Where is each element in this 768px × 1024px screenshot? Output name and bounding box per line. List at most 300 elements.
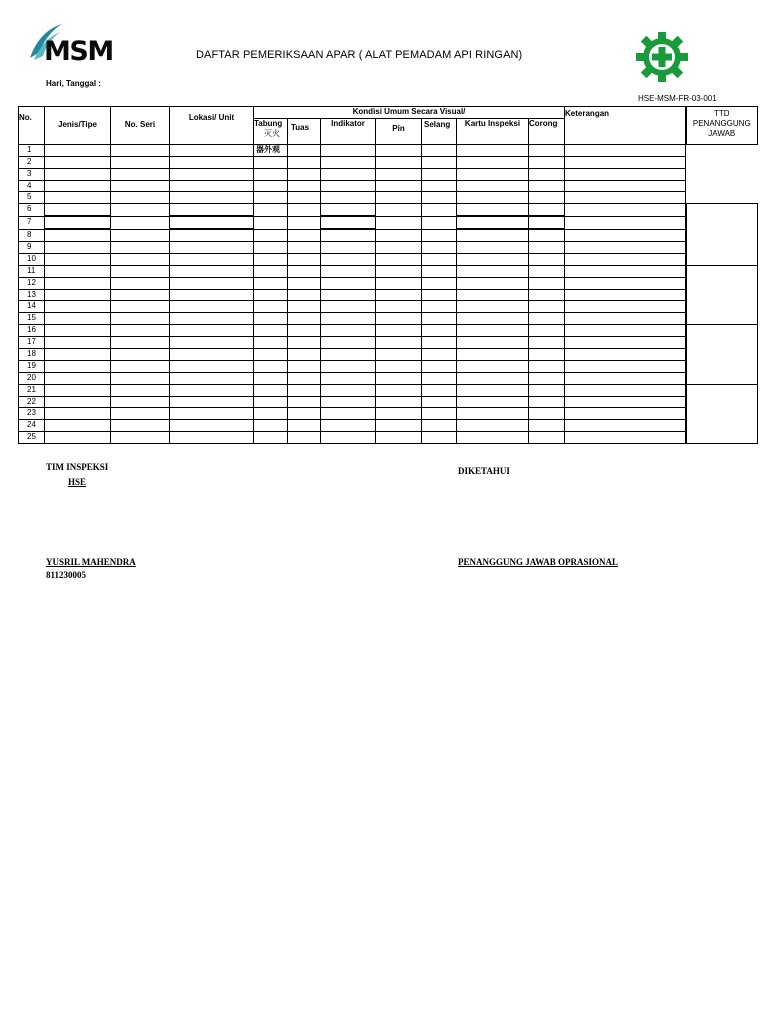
table-cell[interactable] bbox=[565, 337, 686, 349]
table-cell[interactable] bbox=[288, 301, 321, 313]
table-cell[interactable] bbox=[529, 204, 565, 216]
table-cell[interactable] bbox=[457, 360, 529, 372]
table-cell[interactable] bbox=[422, 265, 457, 277]
table-cell[interactable] bbox=[376, 396, 422, 408]
table-cell[interactable] bbox=[422, 313, 457, 325]
table-cell[interactable] bbox=[170, 301, 254, 313]
table-cell[interactable] bbox=[565, 420, 686, 432]
table-cell[interactable] bbox=[170, 313, 254, 325]
table-cell[interactable] bbox=[45, 156, 111, 168]
table-cell[interactable] bbox=[254, 204, 288, 216]
table-cell[interactable] bbox=[529, 432, 565, 444]
table-cell[interactable] bbox=[321, 384, 376, 396]
table-cell[interactable] bbox=[457, 432, 529, 444]
table-cell[interactable] bbox=[254, 180, 288, 192]
table-cell[interactable] bbox=[457, 229, 529, 241]
table-cell[interactable] bbox=[170, 337, 254, 349]
table-cell[interactable] bbox=[457, 372, 529, 384]
table-cell[interactable] bbox=[376, 204, 422, 216]
table-cell[interactable] bbox=[288, 384, 321, 396]
table-cell[interactable] bbox=[422, 408, 457, 420]
table-cell[interactable] bbox=[321, 372, 376, 384]
table-cell[interactable] bbox=[45, 204, 111, 216]
table-cell[interactable] bbox=[457, 313, 529, 325]
table-cell[interactable] bbox=[321, 156, 376, 168]
table-cell[interactable] bbox=[457, 420, 529, 432]
table-cell[interactable] bbox=[45, 420, 111, 432]
table-cell[interactable] bbox=[45, 253, 111, 265]
table-cell[interactable] bbox=[111, 349, 170, 361]
table-cell[interactable] bbox=[111, 144, 170, 156]
table-cell[interactable] bbox=[288, 432, 321, 444]
table-cell[interactable] bbox=[529, 384, 565, 396]
header-tuas: Tuas bbox=[288, 118, 321, 144]
table-cell[interactable] bbox=[45, 349, 111, 361]
table-cell[interactable] bbox=[45, 337, 111, 349]
table-cell[interactable] bbox=[111, 396, 170, 408]
table-cell[interactable] bbox=[422, 349, 457, 361]
table-cell[interactable] bbox=[111, 156, 170, 168]
table-row bbox=[19, 337, 758, 349]
table-cell[interactable] bbox=[45, 384, 111, 396]
table-cell[interactable] bbox=[170, 144, 254, 156]
table-cell[interactable] bbox=[321, 337, 376, 349]
table-cell[interactable] bbox=[529, 242, 565, 254]
table-cell[interactable] bbox=[321, 229, 376, 241]
table-cell[interactable] bbox=[111, 360, 170, 372]
table-cell[interactable] bbox=[254, 216, 288, 229]
table-cell[interactable] bbox=[422, 204, 457, 216]
table-cell[interactable] bbox=[565, 277, 686, 289]
table-cell[interactable] bbox=[170, 204, 254, 216]
table-cell[interactable] bbox=[321, 408, 376, 420]
table-cell[interactable] bbox=[457, 384, 529, 396]
table-cell[interactable] bbox=[45, 325, 111, 337]
table-cell[interactable] bbox=[422, 156, 457, 168]
table-cell[interactable] bbox=[529, 168, 565, 180]
row-number: 17 bbox=[19, 337, 45, 349]
table-cell[interactable] bbox=[376, 337, 422, 349]
table-cell[interactable] bbox=[111, 265, 170, 277]
table-cell[interactable] bbox=[254, 349, 288, 361]
table-cell[interactable] bbox=[422, 168, 457, 180]
penanggung-label: PENANGGUNG bbox=[692, 119, 751, 128]
table-cell[interactable] bbox=[254, 372, 288, 384]
table-cell[interactable] bbox=[529, 349, 565, 361]
table-cell[interactable] bbox=[170, 289, 254, 301]
table-cell[interactable] bbox=[529, 337, 565, 349]
signature-cell[interactable] bbox=[686, 384, 758, 443]
table-cell[interactable] bbox=[254, 253, 288, 265]
table-cell[interactable] bbox=[254, 432, 288, 444]
row-number: 18 bbox=[19, 349, 45, 361]
table-cell[interactable] bbox=[288, 337, 321, 349]
table-cell[interactable] bbox=[111, 408, 170, 420]
table-cell[interactable] bbox=[565, 360, 686, 372]
table-cell[interactable] bbox=[170, 180, 254, 192]
table-cell[interactable] bbox=[111, 242, 170, 254]
table-cell[interactable] bbox=[565, 156, 686, 168]
table-cell[interactable] bbox=[45, 289, 111, 301]
header-no: No. bbox=[19, 107, 45, 145]
signature-cell[interactable] bbox=[686, 265, 758, 324]
table-cell[interactable] bbox=[45, 229, 111, 241]
table-cell[interactable] bbox=[254, 277, 288, 289]
table-cell[interactable] bbox=[288, 204, 321, 216]
table-cell[interactable] bbox=[170, 349, 254, 361]
gear-cross-icon bbox=[633, 32, 691, 82]
table-cell[interactable] bbox=[529, 229, 565, 241]
table-cell[interactable] bbox=[457, 396, 529, 408]
table-cell[interactable] bbox=[321, 420, 376, 432]
table-cell[interactable] bbox=[45, 313, 111, 325]
table-cell[interactable] bbox=[376, 277, 422, 289]
table-cell[interactable] bbox=[111, 384, 170, 396]
table-cell[interactable] bbox=[288, 216, 321, 229]
table-cell[interactable] bbox=[288, 349, 321, 361]
table-cell[interactable] bbox=[170, 372, 254, 384]
table-cell[interactable] bbox=[111, 337, 170, 349]
table-cell[interactable] bbox=[170, 325, 254, 337]
table-cell[interactable] bbox=[170, 192, 254, 204]
table-cell[interactable] bbox=[321, 242, 376, 254]
table-cell[interactable] bbox=[288, 242, 321, 254]
table-cell[interactable] bbox=[457, 204, 529, 216]
table-cell[interactable] bbox=[170, 384, 254, 396]
table-cell[interactable] bbox=[422, 372, 457, 384]
table-cell[interactable] bbox=[254, 229, 288, 241]
table-cell[interactable] bbox=[170, 396, 254, 408]
table-cell[interactable] bbox=[376, 265, 422, 277]
table-cell[interactable] bbox=[376, 229, 422, 241]
table-cell[interactable] bbox=[422, 277, 457, 289]
table-cell[interactable] bbox=[376, 301, 422, 313]
table-cell[interactable] bbox=[565, 253, 686, 265]
table-cell[interactable] bbox=[376, 289, 422, 301]
table-cell[interactable] bbox=[565, 349, 686, 361]
table-cell[interactable] bbox=[529, 360, 565, 372]
table-cell[interactable] bbox=[288, 144, 321, 156]
table-cell[interactable] bbox=[529, 325, 565, 337]
table-cell[interactable] bbox=[288, 396, 321, 408]
table-cell[interactable] bbox=[529, 301, 565, 313]
table-cell[interactable] bbox=[170, 216, 254, 229]
table-cell[interactable] bbox=[422, 180, 457, 192]
diketahui-label: DIKETAHUI bbox=[458, 466, 510, 476]
table-cell[interactable] bbox=[170, 242, 254, 254]
table-cell[interactable] bbox=[376, 253, 422, 265]
table-cell[interactable] bbox=[321, 180, 376, 192]
table-cell[interactable] bbox=[422, 325, 457, 337]
table-cell[interactable] bbox=[254, 360, 288, 372]
table-cell[interactable] bbox=[565, 289, 686, 301]
table-cell[interactable] bbox=[111, 192, 170, 204]
table-cell[interactable] bbox=[376, 192, 422, 204]
table-cell[interactable] bbox=[170, 229, 254, 241]
table-cell[interactable] bbox=[170, 277, 254, 289]
table-cell[interactable] bbox=[321, 313, 376, 325]
table-cell[interactable] bbox=[376, 168, 422, 180]
table-cell[interactable] bbox=[321, 253, 376, 265]
table-cell[interactable] bbox=[45, 432, 111, 444]
table-cell[interactable] bbox=[111, 277, 170, 289]
table-cell[interactable] bbox=[45, 192, 111, 204]
table-cell[interactable] bbox=[254, 289, 288, 301]
table-cell[interactable] bbox=[457, 192, 529, 204]
table-cell[interactable] bbox=[529, 216, 565, 229]
table-cell[interactable] bbox=[321, 396, 376, 408]
table-cell[interactable] bbox=[288, 180, 321, 192]
table-cell[interactable] bbox=[288, 229, 321, 241]
table-cell[interactable] bbox=[321, 204, 376, 216]
table-cell[interactable] bbox=[288, 168, 321, 180]
table-cell[interactable] bbox=[565, 242, 686, 254]
table-cell[interactable] bbox=[321, 168, 376, 180]
table-cell[interactable] bbox=[254, 420, 288, 432]
table-cell[interactable] bbox=[565, 192, 686, 204]
table-row bbox=[19, 168, 758, 180]
signature-cell[interactable] bbox=[686, 325, 758, 384]
inspector-name: YUSRIL MAHENDRA bbox=[46, 557, 136, 567]
table-cell[interactable] bbox=[529, 372, 565, 384]
table-cell[interactable] bbox=[45, 144, 111, 156]
table-cell[interactable] bbox=[422, 192, 457, 204]
table-cell[interactable] bbox=[111, 301, 170, 313]
table-cell[interactable] bbox=[529, 408, 565, 420]
table-cell[interactable] bbox=[111, 253, 170, 265]
table-cell[interactable] bbox=[529, 180, 565, 192]
table-cell[interactable] bbox=[170, 420, 254, 432]
row-number: 4 bbox=[19, 180, 45, 192]
table-cell[interactable] bbox=[254, 384, 288, 396]
table-cell[interactable] bbox=[422, 420, 457, 432]
table-cell[interactable] bbox=[376, 408, 422, 420]
table-cell[interactable] bbox=[376, 372, 422, 384]
table-cell[interactable] bbox=[457, 349, 529, 361]
table-cell[interactable] bbox=[45, 372, 111, 384]
table-cell[interactable] bbox=[254, 265, 288, 277]
table-cell[interactable] bbox=[565, 216, 686, 229]
table-cell[interactable] bbox=[376, 420, 422, 432]
table-cell[interactable] bbox=[321, 301, 376, 313]
table-cell[interactable] bbox=[321, 144, 376, 156]
table-cell[interactable] bbox=[321, 277, 376, 289]
table-cell[interactable] bbox=[45, 265, 111, 277]
table-cell[interactable] bbox=[529, 192, 565, 204]
table-row bbox=[19, 192, 758, 204]
table-cell[interactable] bbox=[254, 301, 288, 313]
table-cell[interactable] bbox=[254, 242, 288, 254]
table-cell[interactable] bbox=[170, 156, 254, 168]
table-cell[interactable] bbox=[254, 408, 288, 420]
table-cell[interactable] bbox=[457, 168, 529, 180]
table-cell[interactable] bbox=[565, 301, 686, 313]
table-cell[interactable] bbox=[170, 432, 254, 444]
table-cell[interactable] bbox=[565, 313, 686, 325]
table-cell[interactable] bbox=[457, 253, 529, 265]
table-cell[interactable] bbox=[170, 168, 254, 180]
table-cell[interactable] bbox=[376, 325, 422, 337]
header-corong: Corong bbox=[529, 118, 565, 144]
table-cell[interactable] bbox=[170, 408, 254, 420]
table-cell[interactable] bbox=[376, 349, 422, 361]
table-cell[interactable] bbox=[422, 242, 457, 254]
table-cell[interactable] bbox=[376, 360, 422, 372]
table-cell[interactable] bbox=[288, 192, 321, 204]
table-cell[interactable] bbox=[565, 265, 686, 277]
table-cell[interactable] bbox=[565, 432, 686, 444]
table-row bbox=[19, 325, 758, 337]
tabung-cn-2-cell[interactable]: 器外观 bbox=[254, 144, 288, 156]
table-cell[interactable] bbox=[565, 325, 686, 337]
table-cell[interactable] bbox=[529, 420, 565, 432]
table-cell[interactable] bbox=[45, 396, 111, 408]
table-cell[interactable] bbox=[45, 277, 111, 289]
table-cell[interactable] bbox=[288, 325, 321, 337]
table-cell[interactable] bbox=[288, 360, 321, 372]
table-cell[interactable] bbox=[254, 325, 288, 337]
table-cell[interactable] bbox=[457, 277, 529, 289]
table-cell[interactable] bbox=[376, 180, 422, 192]
table-cell[interactable] bbox=[111, 180, 170, 192]
table-cell[interactable] bbox=[45, 180, 111, 192]
table-cell[interactable] bbox=[288, 277, 321, 289]
table-cell[interactable] bbox=[111, 372, 170, 384]
table-cell[interactable] bbox=[45, 301, 111, 313]
table-cell[interactable] bbox=[457, 216, 529, 229]
table-cell[interactable] bbox=[565, 396, 686, 408]
table-cell[interactable] bbox=[111, 168, 170, 180]
table-cell[interactable] bbox=[565, 168, 686, 180]
table-cell[interactable] bbox=[422, 253, 457, 265]
table-cell[interactable] bbox=[288, 289, 321, 301]
table-cell[interactable] bbox=[111, 216, 170, 229]
table-cell[interactable] bbox=[422, 289, 457, 301]
table-cell[interactable] bbox=[111, 229, 170, 241]
table-cell[interactable] bbox=[111, 432, 170, 444]
table-cell[interactable] bbox=[422, 384, 457, 396]
table-cell[interactable] bbox=[529, 289, 565, 301]
table-cell[interactable] bbox=[45, 242, 111, 254]
table-cell[interactable] bbox=[376, 156, 422, 168]
table-cell[interactable] bbox=[422, 229, 457, 241]
table-cell[interactable] bbox=[111, 420, 170, 432]
header-keterangan: Keterangan bbox=[565, 107, 686, 145]
table-cell[interactable] bbox=[321, 265, 376, 277]
table-cell[interactable] bbox=[422, 337, 457, 349]
table-cell[interactable] bbox=[321, 432, 376, 444]
table-row bbox=[19, 432, 758, 444]
table-cell[interactable] bbox=[288, 372, 321, 384]
table-cell[interactable] bbox=[288, 420, 321, 432]
table-cell[interactable] bbox=[457, 301, 529, 313]
row-number: 3 bbox=[19, 168, 45, 180]
table-cell[interactable] bbox=[321, 349, 376, 361]
table-cell[interactable] bbox=[422, 216, 457, 229]
table-cell[interactable] bbox=[565, 408, 686, 420]
table-cell[interactable] bbox=[254, 337, 288, 349]
table-cell[interactable] bbox=[457, 265, 529, 277]
table-cell[interactable] bbox=[422, 144, 457, 156]
table-cell[interactable] bbox=[529, 265, 565, 277]
table-cell[interactable] bbox=[422, 432, 457, 444]
table-cell[interactable] bbox=[529, 253, 565, 265]
table-cell[interactable] bbox=[288, 253, 321, 265]
table-cell[interactable] bbox=[422, 301, 457, 313]
table-cell[interactable] bbox=[457, 180, 529, 192]
table-cell[interactable] bbox=[457, 156, 529, 168]
table-cell[interactable] bbox=[529, 144, 565, 156]
table-cell[interactable] bbox=[111, 204, 170, 216]
table-cell[interactable] bbox=[457, 144, 529, 156]
table-cell[interactable] bbox=[288, 265, 321, 277]
table-cell[interactable] bbox=[45, 216, 111, 229]
table-cell[interactable] bbox=[457, 289, 529, 301]
table-cell[interactable] bbox=[321, 325, 376, 337]
table-cell[interactable] bbox=[376, 242, 422, 254]
table-cell[interactable] bbox=[321, 360, 376, 372]
table-cell[interactable] bbox=[254, 396, 288, 408]
table-cell[interactable] bbox=[288, 156, 321, 168]
table-cell[interactable] bbox=[529, 277, 565, 289]
signature-cell[interactable] bbox=[686, 204, 758, 265]
table-cell[interactable] bbox=[45, 168, 111, 180]
table-cell[interactable] bbox=[422, 396, 457, 408]
table-cell[interactable] bbox=[529, 156, 565, 168]
table-cell[interactable] bbox=[111, 313, 170, 325]
table-cell[interactable] bbox=[529, 396, 565, 408]
table-cell[interactable] bbox=[45, 360, 111, 372]
table-cell[interactable] bbox=[111, 289, 170, 301]
table-cell[interactable] bbox=[321, 192, 376, 204]
table-cell[interactable] bbox=[565, 229, 686, 241]
table-cell[interactable] bbox=[254, 168, 288, 180]
table-cell[interactable] bbox=[254, 313, 288, 325]
table-row bbox=[19, 180, 758, 192]
table-cell[interactable] bbox=[254, 156, 288, 168]
row-number: 10 bbox=[19, 253, 45, 265]
table-cell[interactable] bbox=[288, 408, 321, 420]
table-cell[interactable] bbox=[376, 432, 422, 444]
document-title: DAFTAR PEMERIKSAAN APAR ( ALAT PEMADAM API RINGAN) bbox=[196, 49, 523, 61]
table-cell[interactable] bbox=[457, 325, 529, 337]
table-cell[interactable] bbox=[565, 372, 686, 384]
table-cell[interactable] bbox=[170, 265, 254, 277]
table-cell[interactable] bbox=[565, 180, 686, 192]
table-cell[interactable] bbox=[376, 144, 422, 156]
table-cell[interactable] bbox=[565, 144, 686, 156]
table-cell[interactable] bbox=[321, 289, 376, 301]
table-cell[interactable] bbox=[376, 313, 422, 325]
table-cell[interactable] bbox=[254, 192, 288, 204]
table-cell[interactable] bbox=[565, 204, 686, 216]
table-cell[interactable] bbox=[170, 253, 254, 265]
table-cell[interactable] bbox=[111, 325, 170, 337]
table-cell[interactable] bbox=[376, 216, 422, 229]
table-cell[interactable] bbox=[45, 408, 111, 420]
table-cell[interactable] bbox=[170, 360, 254, 372]
table-cell[interactable] bbox=[457, 242, 529, 254]
table-cell[interactable] bbox=[321, 216, 376, 229]
header-no-seri: No. Seri bbox=[111, 107, 170, 145]
table-cell[interactable] bbox=[376, 384, 422, 396]
table-cell[interactable] bbox=[565, 384, 686, 396]
table-cell[interactable] bbox=[288, 313, 321, 325]
table-cell[interactable] bbox=[529, 313, 565, 325]
table-cell[interactable] bbox=[457, 337, 529, 349]
table-cell[interactable] bbox=[457, 408, 529, 420]
table-cell[interactable] bbox=[422, 360, 457, 372]
